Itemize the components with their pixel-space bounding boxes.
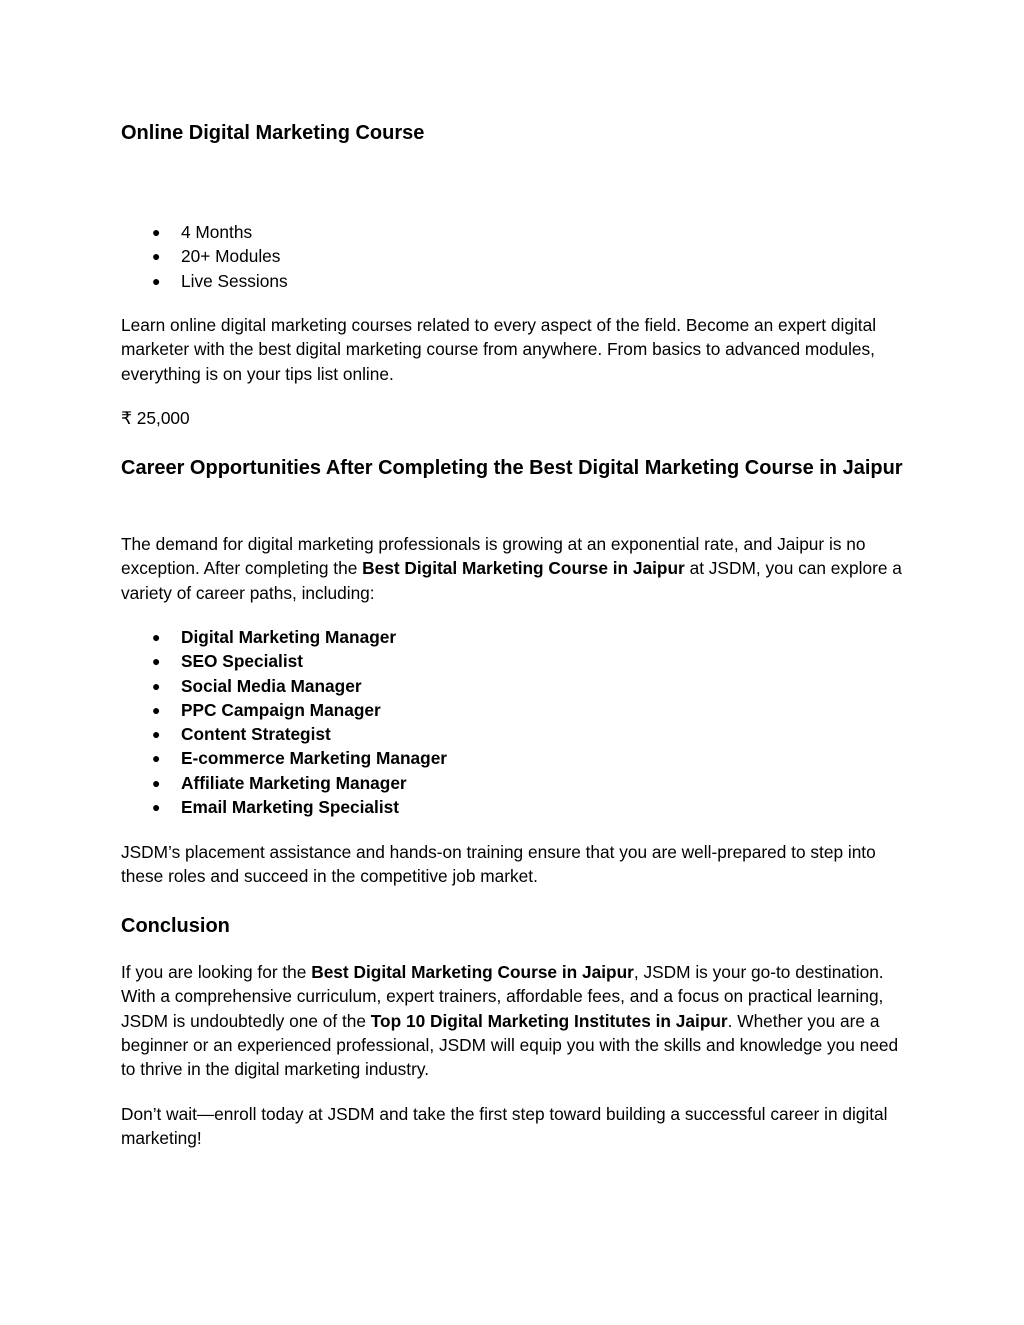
list-item: ● Social Media Manager xyxy=(121,674,447,698)
course-features-list xyxy=(121,220,288,293)
list-item: ● E-commerce Marketing Manager xyxy=(121,746,447,770)
list-item: ● Affiliate Marketing Manager xyxy=(121,771,447,795)
career-closing: JSDM’s placement assistance and hands-on training ensure that you are well-prepared to step into these roles and succeed in the competitive job market. xyxy=(121,842,876,887)
bold-phrase: Best Digital Marketing Course in Jaipur xyxy=(362,558,685,579)
list-item: ● PPC Campaign Manager xyxy=(121,698,447,722)
course-description: Learn online digital marketing courses related to every aspect of the field. Become an expert digital marketer with the best digital marketing course from anywhere. From basics to advanced modules, everything is on your tips list online. xyxy=(121,315,877,384)
list-item: ● 20+ Modules xyxy=(121,244,288,268)
list-item: ● SEO Specialist xyxy=(121,649,447,673)
bold-phrase: Best Digital Marketing Course in Jaipur xyxy=(311,962,634,982)
list-item: ● Email Marketing Specialist xyxy=(121,795,447,819)
course-title: Online Digital Marketing Course xyxy=(121,122,425,144)
course-price: ₹ 25,000 xyxy=(121,408,190,428)
call-to-action-paragraph: Don’t wait—enroll today at JSDM and take the first step toward building a successful career in digital marketing! xyxy=(121,1104,888,1149)
career-intro: The demand for digital marketing professionals is growing at an exponential rate, and Jaipur is no exception. After completing the Best Digital Marketing Course in Jaipur at JSDM, you can explore a variety of career paths, including: xyxy=(121,534,902,603)
conclusion-paragraph: If you are looking for the Best Digital Marketing Course in Jaipur, JSDM is your go-to destination. With a comprehensive curriculum, expert trainers, affordable fees, and a focus on practical learning, JSDM is undoubtedly one of the Top 10 Digital Marketing Institutes in Jaipur. Whether you are a beginner or an experienced professional, JSDM will equip you with the skills and knowledge you need to thrive in the digital marketing industry. xyxy=(121,962,899,1080)
career-roles-list xyxy=(121,625,447,819)
conclusion-heading: Conclusion xyxy=(121,915,230,937)
list-item: ● Live Sessions xyxy=(121,269,288,293)
career-heading: Career Opportunities After Completing the Best Digital Marketing Course in Jaipur xyxy=(121,457,903,479)
list-item: ● 4 Months xyxy=(121,220,288,244)
list-item: ● Content Strategist xyxy=(121,722,447,746)
bold-phrase: Top 10 Digital Marketing Institutes in Jaipur xyxy=(370,1010,728,1031)
list-item: ● Digital Marketing Manager xyxy=(121,625,447,649)
